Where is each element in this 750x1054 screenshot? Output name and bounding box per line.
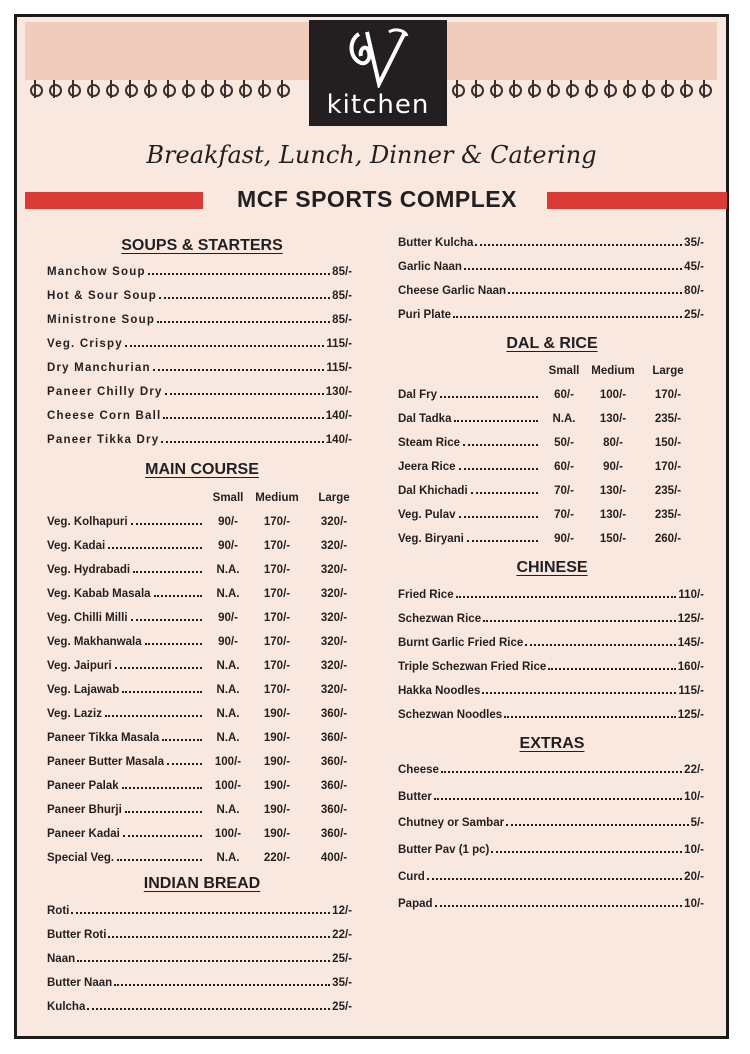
dot-leader: [77, 960, 330, 962]
item-label: Paneer Tikka Masala: [47, 732, 160, 744]
dot-leader: [114, 984, 330, 986]
menu-item: [47, 953, 352, 965]
item-price: 85/-: [332, 290, 352, 302]
dot-leader: [133, 571, 202, 573]
dot-leader: [125, 345, 325, 347]
table-row: [398, 485, 718, 501]
price-cell: 100/-: [214, 780, 242, 792]
item-label: Paneer Palak: [47, 780, 119, 792]
item-price: 140/-: [325, 434, 352, 446]
price-cell: 50/-: [554, 437, 574, 449]
item-name: [47, 540, 202, 552]
table-row: [47, 588, 367, 604]
price-cell: 170/-: [263, 540, 291, 552]
dot-leader: [453, 316, 682, 318]
price-cell: 400/-: [320, 852, 348, 864]
item-price: 35/-: [332, 977, 352, 989]
dot-leader: [491, 851, 682, 853]
banner-title: MCF SPORTS COMPLEX: [237, 186, 517, 212]
dot-leader: [108, 547, 202, 549]
item-price: 140/-: [325, 410, 352, 422]
price-cell: 170/-: [654, 389, 682, 401]
item-price: 125/-: [677, 709, 704, 721]
price-cell: 360/-: [320, 708, 348, 720]
item-name: Butter Roti: [47, 929, 107, 941]
item-price: 45/-: [684, 261, 704, 273]
item-name: [47, 564, 202, 576]
price-cell: 320/-: [320, 660, 348, 672]
item-label: Veg. Lajawab: [47, 684, 120, 696]
section-title: EXTRAS: [519, 735, 585, 752]
price-cell: 170/-: [263, 588, 291, 600]
price-cell: 360/-: [320, 828, 348, 840]
item-label: Veg. Makhanwala: [47, 636, 142, 648]
item-price: 25/-: [332, 1001, 352, 1013]
price-cell: 190/-: [263, 756, 291, 768]
item-name: Cheese Garlic Naan: [398, 285, 507, 297]
item-price: 115/-: [326, 338, 352, 350]
item-name: [47, 684, 202, 696]
item-name: [398, 533, 538, 545]
item-label: Veg. Laziz: [47, 708, 102, 720]
table-row: [47, 756, 367, 772]
dot-leader: [464, 268, 682, 270]
item-label: Veg. Hydrabadi: [47, 564, 131, 576]
table-row: [47, 660, 367, 676]
dot-leader: [161, 441, 323, 443]
item-name: [398, 461, 538, 473]
price-cell: 320/-: [320, 588, 348, 600]
price-cell: 190/-: [263, 804, 291, 816]
item-name: Schezwan Noodles: [398, 709, 503, 721]
item-price: 80/-: [684, 285, 704, 297]
menu-item: [47, 929, 352, 941]
item-name: [398, 509, 538, 521]
column-header: Medium: [591, 365, 635, 377]
ornament-right: [449, 75, 717, 103]
dot-leader: [435, 905, 683, 907]
price-cell: 360/-: [320, 756, 348, 768]
price-cell: 190/-: [263, 708, 291, 720]
item-name: Garlic Naan: [398, 261, 462, 273]
item-name: [47, 636, 202, 648]
price-cell: 70/-: [554, 485, 574, 497]
item-label: Paneer Kadai: [47, 828, 120, 840]
item-label: Veg. Chilli Milli: [47, 612, 128, 624]
table-row: [398, 509, 718, 525]
price-cell: 235/-: [654, 485, 682, 497]
dot-leader: [157, 321, 330, 323]
item-name: Hakka Noodles: [398, 685, 481, 697]
price-cell: 170/-: [654, 461, 682, 473]
price-cell: 320/-: [320, 684, 348, 696]
dot-leader: [167, 763, 202, 765]
dot-leader: [440, 396, 538, 398]
price-cell: 100/-: [599, 389, 627, 401]
item-name: Cheese: [398, 764, 439, 776]
section-title: MAIN COURSE: [145, 461, 259, 478]
table-row: [398, 533, 718, 549]
ornament-left: [27, 75, 297, 103]
dot-leader: [463, 444, 538, 446]
price-cell: 90/-: [603, 461, 623, 473]
price-cell: 170/-: [263, 612, 291, 624]
dot-leader: [122, 787, 202, 789]
price-cell: 235/-: [654, 413, 682, 425]
price-cell: N.A.: [216, 732, 240, 744]
column-header: Large: [652, 365, 684, 377]
item-price: 85/-: [332, 266, 352, 278]
price-cell: N.A.: [216, 564, 240, 576]
price-cell: 320/-: [320, 612, 348, 624]
dot-leader: [434, 798, 682, 800]
menu-item: [47, 290, 352, 302]
item-name: Schezwan Rice: [398, 613, 482, 625]
column-header: Medium: [255, 492, 299, 504]
price-cell: 150/-: [654, 437, 682, 449]
menu-item: [398, 261, 704, 273]
dot-leader: [108, 936, 330, 938]
price-cell: 360/-: [320, 780, 348, 792]
dot-leader: [125, 811, 202, 813]
item-price: 25/-: [332, 953, 352, 965]
item-price: 125/-: [677, 613, 704, 625]
price-cell: 100/-: [214, 828, 242, 840]
menu-item: [398, 844, 704, 856]
item-label: Paneer Butter Masala: [47, 756, 164, 768]
item-label: Veg. Jaipuri: [47, 660, 112, 672]
price-cell: 170/-: [263, 636, 291, 648]
price-cell: 190/-: [263, 732, 291, 744]
menu-item: [47, 905, 352, 917]
banner-bar-right: [547, 192, 727, 209]
item-name: Curd: [398, 870, 425, 883]
price-cell: 170/-: [263, 516, 291, 528]
menu-item: [398, 764, 704, 776]
dot-leader: [467, 540, 538, 542]
item-price: 115/-: [326, 362, 352, 374]
item-name: Fried Rice: [398, 589, 454, 601]
item-label: Paneer Bhurji: [47, 804, 122, 816]
dot-leader: [525, 644, 676, 646]
item-name: [47, 708, 202, 720]
price-cell: 260/-: [654, 533, 682, 545]
item-name: Butter Kulcha: [398, 237, 474, 249]
item-price: 10/-: [684, 844, 704, 857]
item-name: [47, 516, 202, 528]
item-price: 35/-: [684, 237, 704, 249]
menu-item: [398, 285, 704, 297]
item-name: Manchow Soup: [47, 266, 146, 278]
item-price: 25/-: [684, 309, 704, 321]
table-row: [47, 804, 367, 820]
dot-leader: [123, 835, 202, 837]
menu-item: [398, 589, 704, 601]
table-row: [47, 540, 367, 556]
dot-leader: [459, 516, 538, 518]
dot-leader: [131, 523, 202, 525]
menu-item: [398, 791, 704, 803]
item-name: [47, 756, 202, 768]
menu-item: [47, 1001, 352, 1013]
item-price: 130/-: [325, 386, 352, 398]
dot-leader: [131, 619, 202, 621]
table-row: [398, 437, 718, 453]
dot-leader: [159, 297, 330, 299]
table-row: [47, 564, 367, 580]
price-cell: 360/-: [320, 804, 348, 816]
item-label: Veg. Kadai: [47, 540, 106, 552]
price-cell: N.A.: [216, 852, 240, 864]
dot-leader: [163, 417, 323, 419]
menu-item: [47, 338, 352, 350]
item-name: Butter Pav (1 pc): [398, 844, 490, 857]
menu-item: [47, 314, 352, 326]
item-price: 160/-: [677, 661, 704, 673]
item-price: 85/-: [332, 314, 352, 326]
table-row: [47, 684, 367, 700]
price-cell: 360/-: [320, 732, 348, 744]
item-label: Dal Tadka: [398, 413, 452, 425]
item-price: 10/-: [684, 897, 704, 910]
dot-leader: [483, 620, 676, 622]
item-name: Butter Naan: [47, 977, 113, 989]
item-name: [47, 852, 202, 864]
table-row: [47, 516, 367, 532]
price-cell: 150/-: [599, 533, 627, 545]
item-name: [398, 413, 538, 425]
dot-leader: [148, 273, 330, 275]
menu-item: [47, 434, 352, 446]
dot-leader: [165, 393, 324, 395]
column-header: Large: [318, 492, 350, 504]
item-name: [47, 828, 202, 840]
item-name: [47, 780, 202, 792]
menu-item: [398, 685, 704, 697]
item-price: 20/-: [684, 870, 704, 883]
price-cell: 190/-: [263, 780, 291, 792]
item-label: Special Veg.: [47, 852, 115, 864]
price-cell: N.A.: [216, 804, 240, 816]
item-name: [47, 588, 202, 600]
table-row: [47, 612, 367, 628]
item-price: 22/-: [684, 764, 704, 776]
item-price: 5/-: [690, 817, 704, 830]
dot-leader: [454, 420, 538, 422]
dot-leader: [427, 878, 682, 880]
item-name: Veg. Crispy: [47, 338, 123, 350]
item-name: Puri Plate: [398, 309, 452, 321]
price-cell: 90/-: [218, 636, 238, 648]
dot-leader: [504, 716, 676, 718]
item-label: Veg. Pulav: [398, 509, 456, 521]
menu-item: [398, 661, 704, 673]
price-cell: 170/-: [263, 684, 291, 696]
item-name: Hot & Sour Soup: [47, 290, 157, 302]
item-name: Triple Schezwan Fried Rice: [398, 661, 547, 673]
dot-leader: [87, 1008, 330, 1010]
table-row: [47, 732, 367, 748]
dot-leader: [153, 369, 325, 371]
item-price: 22/-: [332, 929, 352, 941]
item-price: 10/-: [684, 790, 704, 803]
menu-item: [398, 309, 704, 321]
item-name: Burnt Garlic Fried Rice: [398, 637, 524, 649]
price-cell: 90/-: [218, 516, 238, 528]
price-cell: 60/-: [554, 461, 574, 473]
table-row: [398, 389, 718, 405]
price-cell: N.A.: [216, 660, 240, 672]
dot-leader: [122, 691, 202, 693]
price-cell: N.A.: [552, 413, 576, 425]
logo-text: kitchen: [326, 90, 430, 120]
table-row: [47, 780, 367, 796]
item-name: Cheese Corn Ball: [47, 410, 162, 422]
menu-item: [398, 898, 704, 910]
dot-leader: [145, 643, 202, 645]
item-name: Naan: [47, 953, 76, 965]
menu-item: [47, 362, 352, 374]
table-row: [398, 461, 718, 477]
item-name: Roti: [47, 905, 70, 917]
column-header: Small: [548, 365, 580, 377]
item-price: 115/-: [678, 685, 704, 697]
logo-v-icon: [345, 26, 411, 88]
price-cell: N.A.: [216, 588, 240, 600]
item-name: Chutney or Sambar: [398, 817, 505, 830]
item-label: Veg. Biryani: [398, 533, 464, 545]
dot-leader: [459, 468, 538, 470]
item-label: Steam Rice: [398, 437, 461, 449]
price-cell: 100/-: [214, 756, 242, 768]
menu-item: [47, 977, 352, 989]
banner-bar-left: [25, 192, 203, 209]
item-name: [398, 389, 538, 401]
dot-leader: [506, 824, 689, 826]
price-cell: 170/-: [263, 564, 291, 576]
dot-leader: [154, 595, 202, 597]
dot-leader: [162, 739, 202, 741]
menu-item: [47, 266, 352, 278]
price-cell: 320/-: [320, 540, 348, 552]
table-row: [47, 828, 367, 844]
item-label: Veg. Kolhapuri: [47, 516, 128, 528]
column-header: Small: [212, 492, 244, 504]
price-cell: 130/-: [599, 509, 627, 521]
dot-leader: [475, 244, 682, 246]
menu-item: [398, 637, 704, 649]
price-cell: 130/-: [599, 413, 627, 425]
item-name: Ministrone Soup: [47, 314, 156, 326]
item-label: Dal Khichadi: [398, 485, 468, 497]
tagline: Breakfast, Lunch, Dinner & Catering: [146, 141, 597, 169]
item-label: Jeera Rice: [398, 461, 456, 473]
dot-leader: [441, 771, 682, 773]
dot-leader: [71, 912, 330, 914]
dot-leader: [548, 668, 676, 670]
dot-leader: [482, 692, 676, 694]
menu-item: [398, 817, 704, 829]
item-name: [47, 660, 202, 672]
item-name: Paneer Chilly Dry: [47, 386, 163, 398]
dot-leader: [117, 859, 202, 861]
item-name: [47, 804, 202, 816]
price-cell: 190/-: [263, 828, 291, 840]
price-cell: 320/-: [320, 636, 348, 648]
price-cell: 90/-: [218, 612, 238, 624]
item-name: Butter: [398, 790, 432, 803]
table-row: [398, 413, 718, 429]
table-row: [47, 852, 367, 868]
price-cell: 90/-: [554, 533, 574, 545]
dot-leader: [105, 715, 202, 717]
dot-leader: [115, 667, 202, 669]
dot-leader: [456, 596, 677, 598]
logo: [309, 20, 447, 126]
menu-item: [398, 709, 704, 721]
section-title: DAL & RICE: [506, 335, 598, 352]
section-title: INDIAN BREAD: [143, 875, 261, 892]
item-name: [398, 437, 538, 449]
price-cell: 320/-: [320, 564, 348, 576]
item-name: Kulcha: [47, 1001, 86, 1013]
item-name: [47, 732, 202, 744]
item-price: 12/-: [332, 905, 352, 917]
item-name: Papad: [398, 897, 433, 910]
menu-item: [398, 613, 704, 625]
price-cell: 130/-: [599, 485, 627, 497]
section-title: CHINESE: [516, 559, 588, 576]
price-cell: 80/-: [603, 437, 623, 449]
price-cell: N.A.: [216, 684, 240, 696]
item-label: Dal Fry: [398, 389, 437, 401]
price-cell: 90/-: [218, 540, 238, 552]
price-cell: 170/-: [263, 660, 291, 672]
price-cell: N.A.: [216, 708, 240, 720]
item-price: 110/-: [678, 589, 704, 601]
item-name: [47, 612, 202, 624]
menu-item: [47, 386, 352, 398]
menu-item: [47, 410, 352, 422]
item-name: [398, 485, 538, 497]
menu-item: [398, 237, 704, 249]
price-cell: 235/-: [654, 509, 682, 521]
item-name: Paneer Tikka Dry: [47, 434, 160, 446]
price-cell: 70/-: [554, 509, 574, 521]
table-row: [47, 636, 367, 652]
dot-leader: [508, 292, 682, 294]
item-name: Dry Manchurian: [47, 362, 151, 374]
menu-item: [398, 871, 704, 883]
menu-card: [14, 14, 729, 1039]
item-label: Veg. Kabab Masala: [47, 588, 151, 600]
price-cell: 220/-: [263, 852, 291, 864]
price-cell: 320/-: [320, 516, 348, 528]
price-cell: 60/-: [554, 389, 574, 401]
table-row: [47, 708, 367, 724]
dot-leader: [471, 492, 538, 494]
item-price: 145/-: [677, 637, 704, 649]
section-title: SOUPS & STARTERS: [121, 237, 283, 254]
